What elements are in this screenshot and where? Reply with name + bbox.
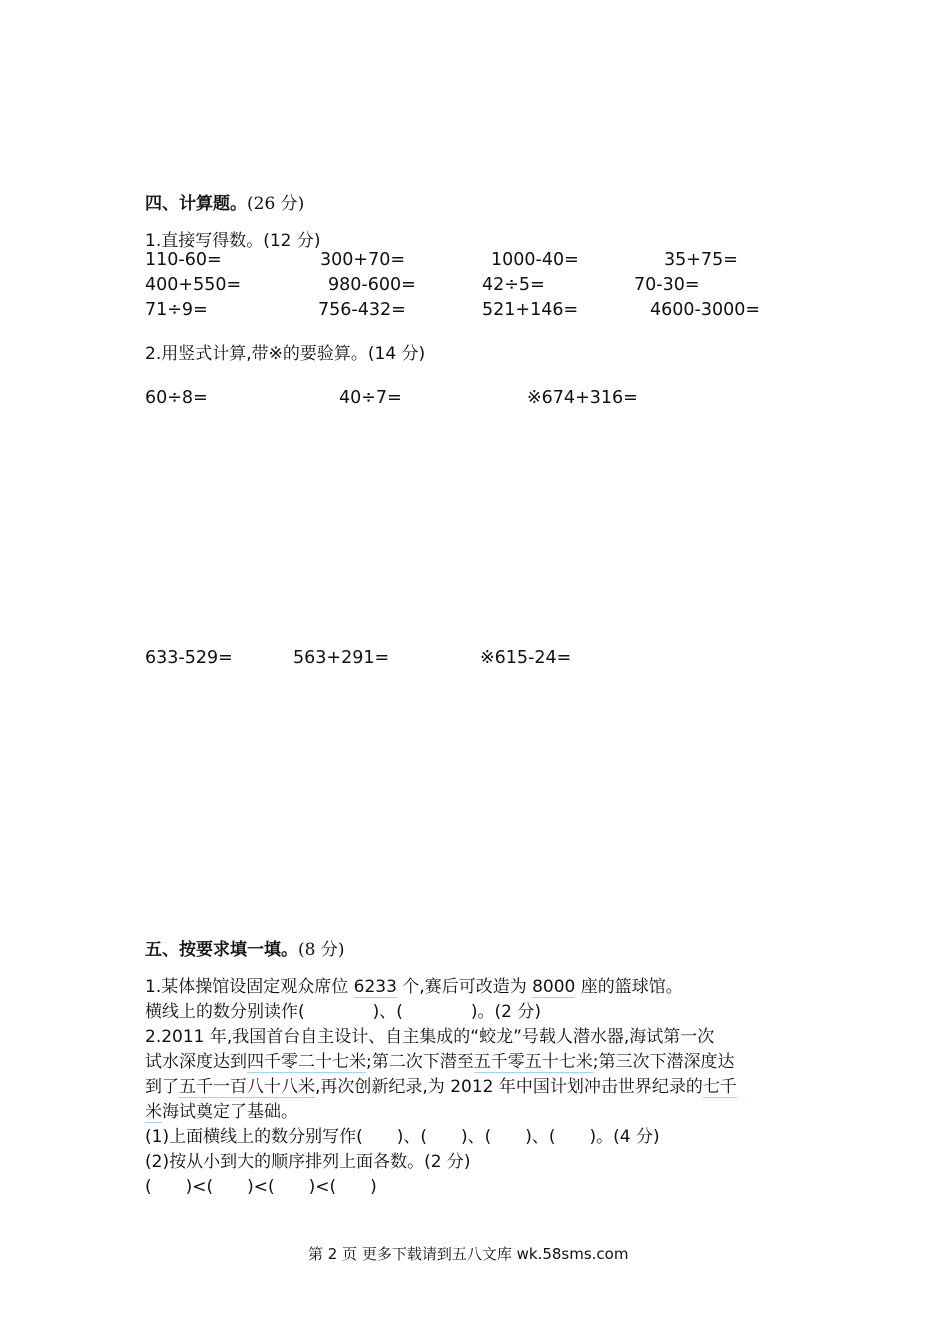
q2-problem: 60÷8= — [145, 388, 208, 408]
q1-problem: 521+146= — [482, 300, 579, 320]
page-footer: 第 2 页 更多下载请到五八文库 wk.58sms.com — [308, 1245, 629, 1263]
s5-q1-text: 1.某体操馆设固定观众席位 — [145, 977, 354, 997]
section5-heading-score: (8 分) — [298, 940, 345, 960]
section5-heading — [145, 935, 344, 960]
s5-q2-text: ,再次创新纪录,为 2012 年中国计划冲击世界纪录的 — [315, 1077, 703, 1097]
s5-q1-text: 个,赛后可改造为 — [396, 977, 533, 997]
s5-q2-line2 — [145, 1047, 734, 1072]
q1-problem: 1000-40= — [491, 250, 579, 270]
s5-q2-underlined-number: 七千 — [702, 1077, 737, 1097]
q2-problem: ※615-24= — [480, 648, 572, 668]
s5-q2-text: 到了 — [145, 1077, 179, 1097]
s5-q2-text: ;第三次下潜深度达 — [592, 1052, 735, 1072]
section4-heading-score: (26 分) — [247, 194, 305, 214]
s5-q2-text: 试水深度达到 — [145, 1052, 247, 1072]
s5-q2-underlined-number: 五千一百八十八米 — [179, 1077, 315, 1097]
q1-problem: 4600-3000= — [650, 300, 761, 320]
q1-problem: 400+550= — [145, 275, 242, 295]
q1-problem: 71÷9= — [145, 300, 208, 320]
s5-q1-text: 座的篮球馆。 — [575, 977, 683, 997]
q1-problem: 70-30= — [634, 275, 700, 295]
s5-q2-sub2: (2)按从小到大的顺序排列上面各数。(2 分) — [145, 1152, 471, 1172]
s5-q1-line2: 横线上的数分别读作( )、( )。(2 分) — [145, 1002, 542, 1022]
q1-problem: 300+70= — [320, 250, 405, 270]
s5-q1-number: 8000 — [532, 977, 576, 997]
s5-q2-line1: 2.2011 年,我国首台自主设计、自主集成的“蛟龙”号载人潜水器,海试第一次 — [145, 1027, 715, 1047]
section5-heading-text: 五、按要求填一填。 — [145, 940, 298, 960]
q1-problem: 42÷5= — [482, 275, 545, 295]
q2-title: 2.用竖式计算,带※的要验算。(14 分) — [145, 344, 426, 364]
q1-problem: 756-432= — [318, 300, 406, 320]
q1-problem: 35+75= — [664, 250, 738, 270]
section4-heading-text: 四、计算题。 — [145, 194, 247, 214]
q1-problem: 980-600= — [328, 275, 416, 295]
s5-q2-underlined-number: 四千零二十七米 — [247, 1052, 366, 1072]
s5-q2-line3 — [145, 1072, 737, 1097]
section4-heading — [145, 189, 304, 214]
s5-q2-line4 — [145, 1097, 298, 1122]
s5-q1-line1 — [145, 972, 683, 997]
s5-q2-text: 海试奠定了基础。 — [162, 1102, 298, 1122]
q1-title: 1.直接写得数。(12 分) — [145, 231, 321, 251]
q1-problem: 110-60= — [145, 250, 222, 270]
s5-q1-number: 6233 — [353, 977, 397, 997]
q2-problem: 633-529= — [145, 648, 233, 668]
s5-q2-sub1: (1)上面横线上的数分别写作( )、( )、( )、( )。(4 分) — [145, 1127, 660, 1147]
s5-q2-text: ;第二次下潜至 — [366, 1052, 474, 1072]
s5-q2-underlined-number: 米 — [145, 1102, 162, 1122]
s5-q2-underlined-number: 五千零五十七米 — [473, 1052, 593, 1072]
q2-problem: 40÷7= — [339, 388, 402, 408]
q2-problem: ※674+316= — [527, 388, 638, 408]
s5-q2-sub2-answer: ( )<( )<( )<( ) — [145, 1177, 377, 1197]
q2-problem: 563+291= — [293, 648, 390, 668]
